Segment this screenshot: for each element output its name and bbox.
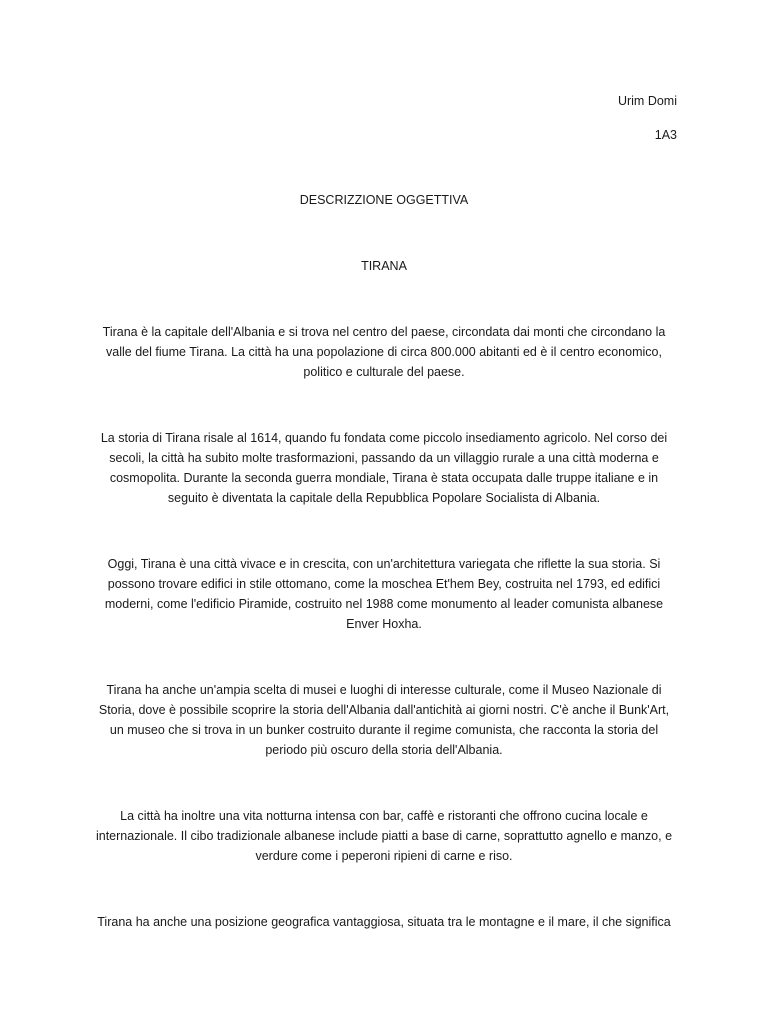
document-heading: DESCRIZZIONE OGGETTIVA xyxy=(299,193,469,207)
paragraph-1: Tirana è la capitale dell'Albania e si trova nel centro del paese, circondata dai monti che circondano la valle del fiume Tirana. La città ha una popolazione di circa 800.000 abitanti ed è il centro economico, politico e culturale del paese. xyxy=(102,325,666,379)
paragraph-6: Tirana ha anche una posizione geografica vantaggiosa, situata tra le montagne e il mare, il che significa xyxy=(97,915,671,929)
paragraph-2: La storia di Tirana risale al 1614, quando fu fondata come piccolo insediamento agricolo. Nel corso dei secoli, la città ha subito molte trasformazioni, passando da un villaggio rurale a una città moderna e cosmopolita. Durante la seconda guerra mondiale, Tirana è stata occupata dalle truppe italiane e in seguito è diventata la capitale della Repubblica Popolare Socialista di Albania. xyxy=(100,431,668,505)
paragraph-4: Tirana ha anche un'ampia scelta di musei e luoghi di interesse culturale, come il Museo Nazionale di Storia, dove è possibile scoprire la storia dell'Albania dall'antichità ai giorni nostri. C'è anche il Bunk'Art, un museo che si trova in un bunker costruito durante il regime comunista, che racconta la storia del periodo più oscuro della storia dell'Albania. xyxy=(98,683,670,757)
paragraph-3: Oggi, Tirana è una città vivace e in crescita, con un'architettura variegata che riflette la sua storia. Si possono trovare edifici in stile ottomano, come la moschea Et'hem Bey, costruita nel 1793, ed edifici moderni, come l'edificio Piramide, costruito nel 1988 come monumento al leader comunista albanese Enver Hoxha. xyxy=(104,557,664,631)
paragraph-5: La città ha inoltre una vita notturna intensa con bar, caffè e ristoranti che offrono cucina locale e internazionale. Il cibo tradizionale albanese include piatti a base di carne, soprattutto agnello e manzo, e verdure come i peperoni ripieni di carne e riso. xyxy=(95,809,673,863)
author-name: Urim Domi xyxy=(617,94,677,108)
document-title: TIRANA xyxy=(361,259,407,273)
class-label: 1A3 xyxy=(654,128,677,142)
